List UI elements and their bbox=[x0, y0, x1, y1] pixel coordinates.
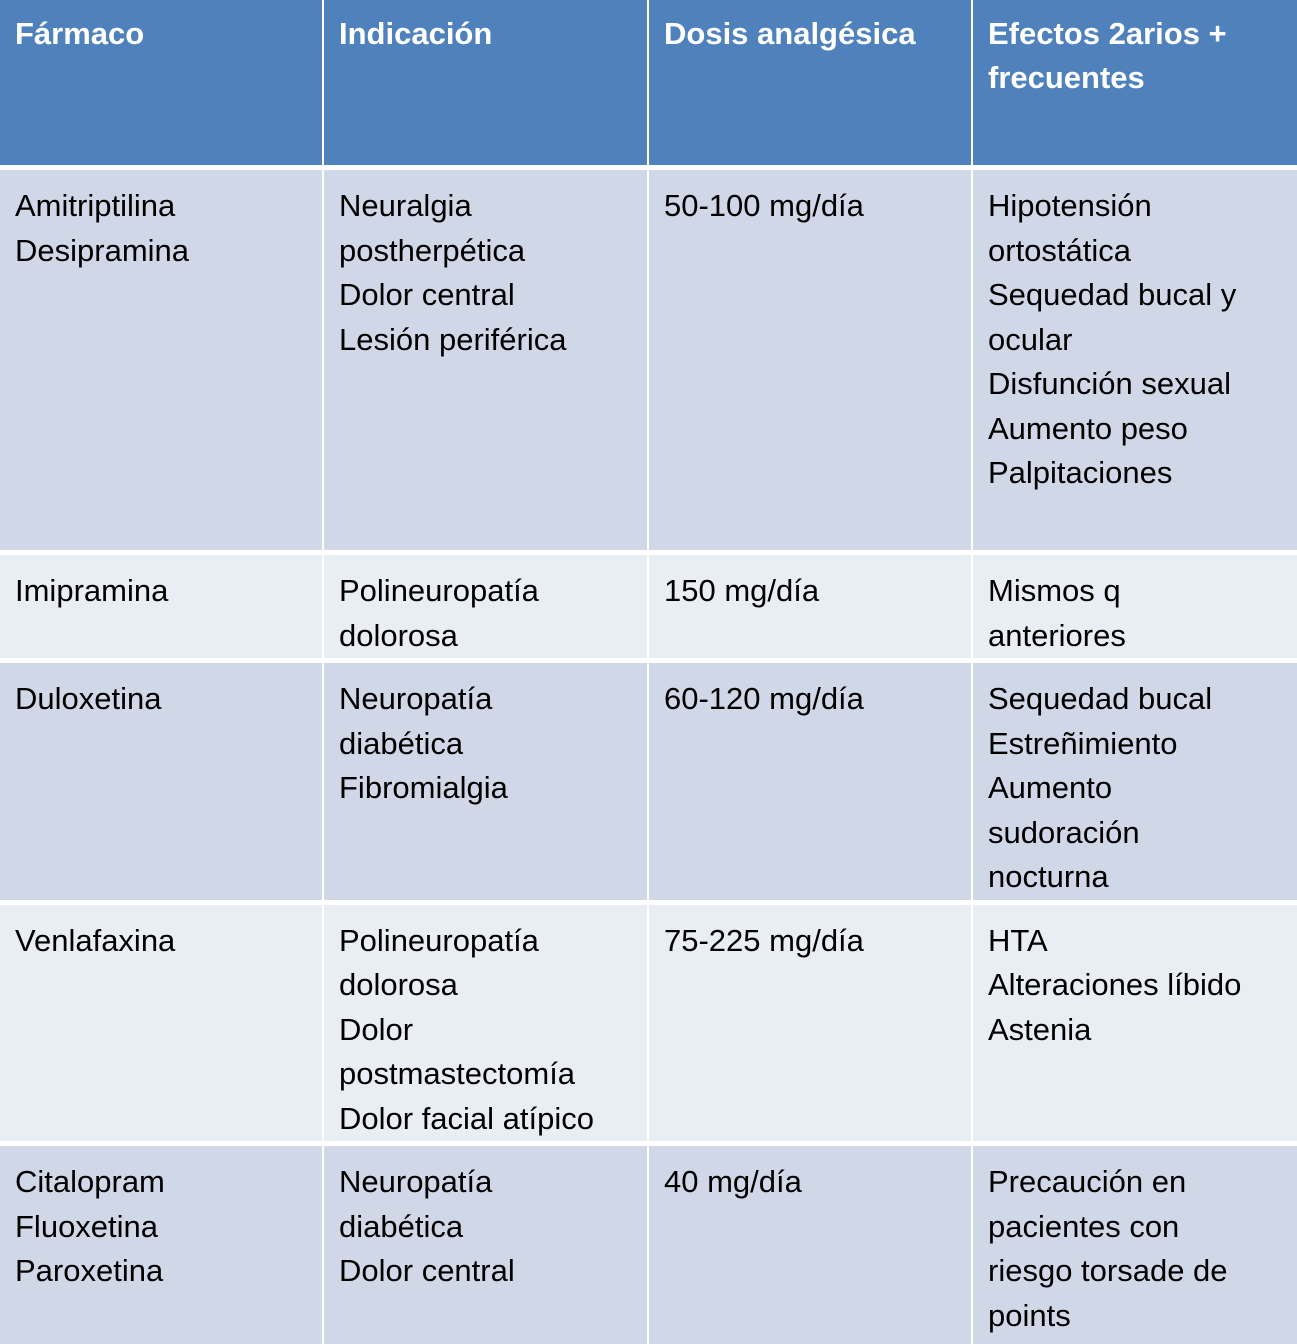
cell-line: Dolor facial atípico bbox=[339, 1100, 595, 1136]
cell-line: pacientes con bbox=[988, 1208, 1180, 1244]
cell-indicacion bbox=[324, 555, 649, 663]
cell-dosis bbox=[649, 555, 973, 663]
cell-line: Disfunción sexual bbox=[988, 366, 1231, 401]
cell-line: ortostática bbox=[988, 232, 1132, 268]
cell-dosis bbox=[649, 170, 973, 555]
cell-line: diabética bbox=[339, 1208, 464, 1244]
cell-line: 40 mg/día bbox=[664, 1164, 802, 1199]
table-row bbox=[0, 663, 1297, 905]
cell-line: Aumento bbox=[988, 770, 1113, 805]
header-indicacion bbox=[324, 0, 649, 170]
cell-line: Aumento peso bbox=[988, 410, 1188, 446]
cell-line: Desipramina bbox=[15, 232, 190, 268]
cell-efectos bbox=[973, 663, 1297, 905]
cell-line: Astenia bbox=[988, 1011, 1092, 1047]
cell-line: Polineuropatía bbox=[339, 573, 539, 608]
cell-dosis bbox=[649, 905, 973, 1147]
cell-efectos bbox=[973, 170, 1297, 555]
cell-line: Amitriptilina bbox=[15, 188, 176, 223]
cell-farmaco bbox=[0, 170, 324, 555]
header-label: frecuentes bbox=[988, 60, 1145, 95]
header-farmaco bbox=[0, 0, 324, 170]
cell-line: nocturna bbox=[988, 859, 1109, 894]
cell-line: sudoración bbox=[988, 814, 1140, 850]
cell-line: Dolor central bbox=[339, 277, 515, 312]
header-dosis bbox=[649, 0, 973, 170]
table-row bbox=[0, 1146, 1297, 1344]
cell-line: points bbox=[988, 1297, 1071, 1333]
cell-dosis bbox=[649, 663, 973, 905]
cell-line: postmastectomía bbox=[339, 1056, 576, 1091]
cell-indicacion bbox=[324, 663, 649, 905]
cell-dosis bbox=[649, 1146, 973, 1344]
cell-line: dolorosa bbox=[339, 967, 458, 1002]
cell-line: 50-100 mg/día bbox=[664, 188, 864, 223]
cell-line: Precaución en bbox=[988, 1164, 1187, 1199]
header-label: Indicación bbox=[339, 16, 493, 51]
cell-line: Fluoxetina bbox=[15, 1208, 159, 1244]
cell-line: 75-225 mg/día bbox=[664, 922, 864, 958]
cell-line: Neuropatía bbox=[339, 681, 493, 716]
header-efectos bbox=[973, 0, 1297, 170]
cell-indicacion bbox=[324, 1146, 649, 1344]
cell-line: Neuralgia bbox=[339, 188, 472, 223]
table-row bbox=[0, 555, 1297, 663]
header-row bbox=[0, 0, 1297, 170]
cell-line: Mismos q bbox=[988, 573, 1121, 608]
cell-line: Palpitaciones bbox=[988, 455, 1173, 490]
cell-farmaco bbox=[0, 905, 324, 1147]
cell-line: Venlafaxina bbox=[15, 922, 176, 958]
cell-indicacion bbox=[324, 170, 649, 555]
header-label: Dosis analgésica bbox=[664, 16, 916, 51]
cell-line: Dolor central bbox=[339, 1253, 515, 1288]
cell-farmaco bbox=[0, 1146, 324, 1344]
cell-line: 60-120 mg/día bbox=[664, 681, 864, 716]
cell-line: ocular bbox=[988, 321, 1073, 357]
cell-farmaco bbox=[0, 555, 324, 663]
cell-line: Lesión periférica bbox=[339, 321, 567, 357]
cell-line: Polineuropatía bbox=[339, 922, 539, 958]
cell-line: Citalopram bbox=[15, 1164, 165, 1199]
cell-indicacion bbox=[324, 905, 649, 1147]
header-label: Fármaco bbox=[15, 16, 145, 51]
cell-line: Fibromialgia bbox=[339, 770, 508, 805]
cell-line: anteriores bbox=[988, 617, 1126, 653]
cell-efectos bbox=[973, 555, 1297, 663]
cell-line: Imipramina bbox=[15, 573, 169, 608]
cell-line: Sequedad bucal bbox=[988, 681, 1213, 716]
cell-line: 150 mg/día bbox=[664, 573, 820, 608]
header-label: Efectos 2arios + bbox=[988, 16, 1227, 51]
cell-line: Neuropatía bbox=[339, 1164, 493, 1199]
cell-line: diabética bbox=[339, 725, 464, 761]
cell-line: postherpética bbox=[339, 232, 526, 268]
cell-line: Duloxetina bbox=[15, 681, 162, 716]
cell-line: HTA bbox=[988, 922, 1048, 958]
table-row bbox=[0, 905, 1297, 1147]
cell-line: Paroxetina bbox=[15, 1253, 164, 1288]
cell-line: Alteraciones líbido bbox=[988, 967, 1242, 1002]
cell-line: Estreñimiento bbox=[988, 725, 1178, 761]
cell-line: dolorosa bbox=[339, 617, 458, 653]
cell-line: Dolor bbox=[339, 1011, 414, 1047]
cell-efectos bbox=[973, 1146, 1297, 1344]
cell-efectos bbox=[973, 905, 1297, 1147]
cell-farmaco bbox=[0, 663, 324, 905]
cell-line: riesgo torsade de bbox=[988, 1253, 1228, 1288]
cell-line: Hipotensión bbox=[988, 188, 1152, 223]
cell-line: Sequedad bucal y bbox=[988, 277, 1237, 312]
table-row bbox=[0, 170, 1297, 555]
